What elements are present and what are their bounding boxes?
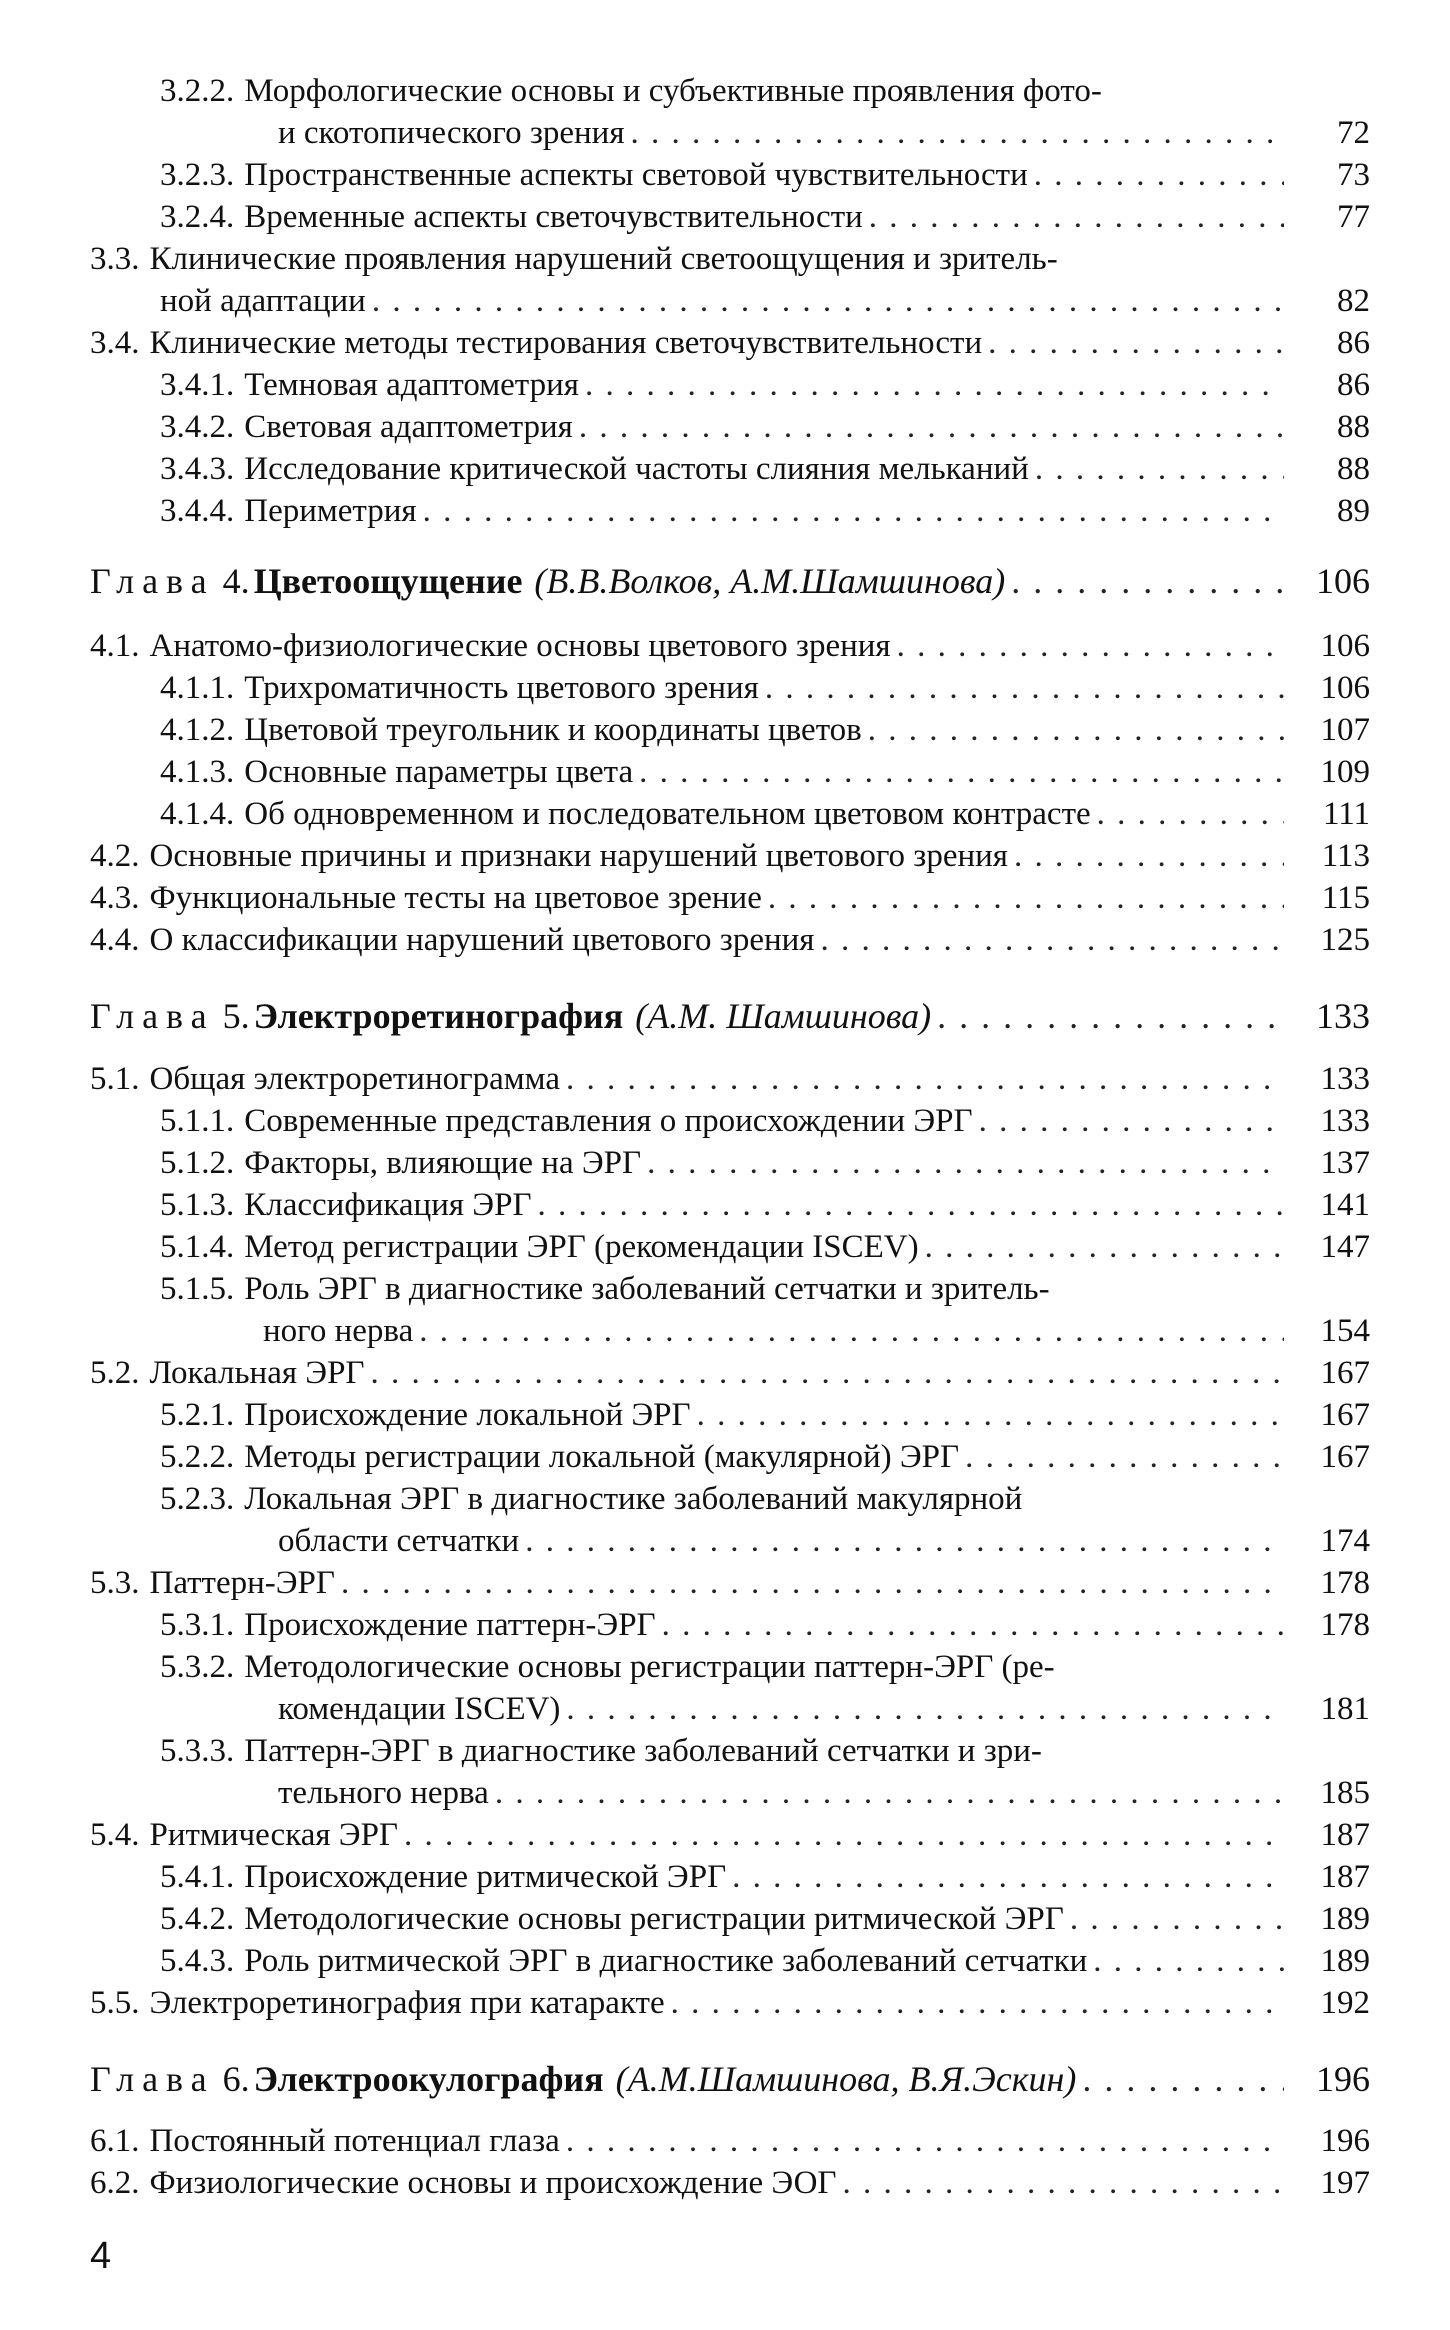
- entry-title: Происхождение ритмической ЭРГ: [244, 1859, 727, 1895]
- entry-number: 5.5.: [90, 1985, 140, 2021]
- entry-title: Клинические методы тестирования светочувствительности: [149, 325, 983, 361]
- toc-entry: [160, 793, 1370, 835]
- chapter-title: Цветоощущение: [253, 561, 523, 601]
- entry-number: 4.1.2.: [160, 712, 235, 748]
- leader-dots: [585, 364, 1284, 406]
- entry-page: 154: [1320, 1313, 1370, 1349]
- entry-number: 3.2.4.: [160, 199, 235, 235]
- entry-number: 4.4.: [90, 922, 140, 958]
- entry-number: 3.4.1.: [160, 367, 235, 403]
- leader-dots: [495, 1772, 1284, 1814]
- entry-number: 5.2.1.: [160, 1397, 235, 1433]
- entry-page: 113: [1321, 838, 1370, 874]
- entry-title: Темновая адаптометрия: [244, 367, 579, 403]
- entry-title: Современные представления о происхождении ЭРГ: [244, 1103, 973, 1139]
- entry-page: 189: [1320, 1901, 1370, 1937]
- toc-entry: [160, 1436, 1370, 1478]
- entry-title: Методологические основы регистрации паттерн-ЭРГ (ре-: [244, 1649, 1055, 1685]
- entry-number: 5.3.: [90, 1565, 140, 1601]
- entry-page: 187: [1320, 1859, 1370, 1895]
- entry-title: Локальная ЭРГ: [149, 1355, 365, 1391]
- entry-page: 109: [1320, 754, 1370, 790]
- toc-entry: [160, 751, 1370, 793]
- entry-page: 107: [1320, 712, 1370, 748]
- toc-entry: [160, 196, 1370, 238]
- entry-number: 5.4.2.: [160, 1901, 235, 1937]
- entry-number: 3.4.3.: [160, 451, 235, 487]
- entry-title: Роль ЭРГ в диагностике заболеваний сетчатки и зритель-: [244, 1271, 1050, 1307]
- leader-dots: [1093, 1940, 1284, 1982]
- toc-entry: [90, 835, 1370, 877]
- entry-page: 167: [1320, 1355, 1370, 1391]
- entry-title: Физиологические основы и происхождение ЭОГ: [149, 2165, 837, 2201]
- leader-dots: [925, 1226, 1284, 1268]
- toc-entry: [160, 1730, 1370, 1772]
- leader-dots: [1035, 448, 1284, 490]
- leader-dots: [965, 1436, 1284, 1478]
- entry-number: 4.1.1.: [160, 670, 235, 706]
- leader-dots: [538, 1184, 1284, 1226]
- toc-entry-continuation: [278, 1520, 1370, 1562]
- entry-title-cont: ного нерва: [263, 1313, 414, 1349]
- toc-entry: [90, 2162, 1370, 2204]
- toc-entry: [160, 1604, 1370, 1646]
- entry-title: Ритмическая ЭРГ: [149, 1817, 399, 1853]
- toc-entry-continuation: [278, 112, 1370, 154]
- entry-title: Световая адаптометрия: [244, 409, 573, 445]
- entry-number: 5.2.: [90, 1355, 140, 1391]
- entry-title-cont: комендации ISCEV): [278, 1691, 561, 1727]
- leader-dots: [404, 1814, 1284, 1856]
- toc-entry: [160, 70, 1370, 112]
- entry-title: Основные параметры цвета: [244, 754, 634, 790]
- leader-dots: [423, 490, 1284, 532]
- chapter-heading: [90, 560, 1370, 602]
- entry-number: 5.3.2.: [160, 1649, 235, 1685]
- leader-dots: [697, 1394, 1284, 1436]
- toc-entry: [160, 1478, 1370, 1520]
- entry-number: 5.4.1.: [160, 1859, 235, 1895]
- entry-title: Паттерн-ЭРГ в диагностике заболеваний сетчатки и зри-: [244, 1733, 1042, 1769]
- toc-entry: [90, 919, 1370, 961]
- toc-entry: [90, 1814, 1370, 1856]
- leader-dots: [868, 709, 1284, 751]
- entry-title: Факторы, влияющие на ЭРГ: [244, 1145, 642, 1181]
- entry-page: 82: [1337, 283, 1370, 319]
- entry-page: 86: [1337, 367, 1370, 403]
- leader-dots: [897, 625, 1284, 667]
- entry-page: 147: [1320, 1229, 1370, 1265]
- entry-page: 72: [1337, 115, 1370, 151]
- leader-dots: [869, 196, 1284, 238]
- entry-number: 5.1.4.: [160, 1229, 235, 1265]
- entry-number: 5.1.1.: [160, 1103, 235, 1139]
- entry-number: 4.1.3.: [160, 754, 235, 790]
- leader-dots: [937, 995, 1284, 1037]
- entry-page: 111: [1322, 796, 1370, 832]
- toc-entry: [160, 1394, 1370, 1436]
- entry-number: 5.3.1.: [160, 1607, 235, 1643]
- toc-entry: [90, 322, 1370, 364]
- toc-entry: [90, 1352, 1370, 1394]
- toc-entry: [160, 406, 1370, 448]
- leader-dots: [566, 1688, 1284, 1730]
- entry-page: 115: [1321, 880, 1370, 916]
- entry-title: Исследование критической частоты слияния мельканий: [244, 451, 1029, 487]
- leader-dots: [1011, 560, 1284, 602]
- entry-title: Функциональные тесты на цветовое зрение: [149, 880, 762, 916]
- entry-number: 5.4.: [90, 1817, 140, 1853]
- entry-number: 3.4.4.: [160, 493, 235, 529]
- chapter-title: Электроретинография: [253, 996, 624, 1036]
- entry-title: Методологические основы регистрации ритмической ЭРГ: [244, 1901, 1064, 1937]
- entry-title: Происхождение паттерн-ЭРГ: [244, 1607, 656, 1643]
- leader-dots: [671, 1982, 1284, 2024]
- entry-title-cont: и скотопического зрения: [278, 115, 625, 151]
- leader-dots: [566, 1058, 1284, 1100]
- entry-number: 5.1.5.: [160, 1271, 235, 1307]
- leader-dots: [631, 112, 1285, 154]
- entry-page: 86: [1337, 325, 1370, 361]
- entry-page: 88: [1337, 451, 1370, 487]
- leader-dots: [732, 1856, 1284, 1898]
- entry-page: 137: [1320, 1145, 1370, 1181]
- toc-entry: [90, 238, 1370, 280]
- entry-title: Паттерн-ЭРГ: [149, 1565, 335, 1601]
- toc-entry: [160, 1268, 1370, 1310]
- chapter-authors: (В.В.Волков, А.М.Шамшинова): [534, 561, 1006, 601]
- toc-entry: [90, 625, 1370, 667]
- chapter-label: Глава: [90, 2059, 215, 2099]
- entry-number: 6.2.: [90, 2165, 140, 2201]
- chapter-label: Глава: [90, 996, 215, 1036]
- toc-entry: [160, 709, 1370, 751]
- entry-number: 3.2.3.: [160, 157, 235, 193]
- toc-entry: [90, 1562, 1370, 1604]
- chapter-number: 4.: [222, 561, 250, 601]
- chapter-authors: (А.М.Шамшинова, В.Я.Эскин): [615, 2059, 1077, 2099]
- entry-page: 89: [1337, 493, 1370, 529]
- entry-number: 5.1.3.: [160, 1187, 235, 1223]
- leader-dots: [525, 1520, 1284, 1562]
- chapter-title: Электроокулография: [253, 2059, 604, 2099]
- toc-entry-continuation: [160, 280, 1370, 322]
- entry-page: 167: [1320, 1397, 1370, 1433]
- toc-entry: [90, 877, 1370, 919]
- entry-page: 77: [1337, 199, 1370, 235]
- entry-page: 187: [1320, 1817, 1370, 1853]
- entry-number: 4.2.: [90, 838, 140, 874]
- entry-page: 106: [1316, 561, 1370, 601]
- entry-title: Роль ритмической ЭРГ в диагностике заболеваний сетчатки: [244, 1943, 1088, 1979]
- toc-entry: [160, 1856, 1370, 1898]
- entry-title: Метод регистрации ЭРГ (рекомендации ISCEV): [244, 1229, 919, 1265]
- leader-dots: [1097, 793, 1284, 835]
- entry-page: 106: [1320, 628, 1370, 664]
- entry-page: 192: [1320, 1985, 1370, 2021]
- entry-page: 167: [1320, 1439, 1370, 1475]
- entry-page: 189: [1320, 1943, 1370, 1979]
- toc-entry: [160, 1898, 1370, 1940]
- toc-entry: [90, 2120, 1370, 2162]
- entry-title: Анатомо-физиологические основы цветового зрения: [149, 628, 891, 664]
- toc-entry-continuation: [263, 1310, 1370, 1352]
- leader-dots: [647, 1142, 1284, 1184]
- leader-dots: [988, 322, 1284, 364]
- entry-page: 174: [1320, 1523, 1370, 1559]
- toc-entry: [160, 1184, 1370, 1226]
- entry-number: 3.2.2.: [160, 73, 235, 109]
- leader-dots: [341, 1562, 1284, 1604]
- entry-title: Классификация ЭРГ: [244, 1187, 532, 1223]
- entry-title: Происхождение локальной ЭРГ: [244, 1397, 691, 1433]
- entry-number: 5.1.: [90, 1061, 140, 1097]
- leader-dots: [662, 1604, 1284, 1646]
- toc-entry: [160, 154, 1370, 196]
- toc-entry-continuation: [278, 1772, 1370, 1814]
- toc-entry: [160, 364, 1370, 406]
- entry-page: 133: [1320, 1061, 1370, 1097]
- entry-page: 196: [1316, 2059, 1370, 2099]
- entry-page: 181: [1320, 1691, 1370, 1727]
- toc-entry: [160, 490, 1370, 532]
- entry-number: 3.4.2.: [160, 409, 235, 445]
- entry-page: 178: [1320, 1565, 1370, 1601]
- chapter-heading: [90, 995, 1370, 1037]
- leader-dots: [566, 2120, 1284, 2162]
- entry-page: 106: [1320, 670, 1370, 706]
- entry-page: 88: [1337, 409, 1370, 445]
- entry-title: Электроретинография при катаракте: [149, 1985, 665, 2021]
- leader-dots: [768, 877, 1284, 919]
- entry-title: Основные причины и признаки нарушений цветового зрения: [149, 838, 1008, 874]
- entry-title: Клинические проявления нарушений светоощущения и зритель-: [149, 241, 1058, 277]
- toc-entry: [160, 1226, 1370, 1268]
- leader-dots: [765, 667, 1284, 709]
- toc-entry: [160, 448, 1370, 490]
- entry-page: 141: [1320, 1187, 1370, 1223]
- entry-number: 5.3.3.: [160, 1733, 235, 1769]
- leader-dots: [372, 280, 1284, 322]
- chapter-number: 5.: [222, 996, 250, 1036]
- leader-dots: [419, 1310, 1284, 1352]
- entry-page: 133: [1316, 996, 1370, 1036]
- entry-page: 133: [1320, 1103, 1370, 1139]
- entry-page: 125: [1320, 922, 1370, 958]
- chapter-heading: [90, 2058, 1370, 2100]
- entry-title: Морфологические основы и субъективные проявления фото-: [244, 73, 1102, 109]
- entry-title: Постоянный потенциал глаза: [149, 2123, 560, 2159]
- chapter-number: 6.: [222, 2059, 250, 2099]
- entry-title-cont: области сетчатки: [278, 1523, 520, 1559]
- chapter-authors: (А.М. Шамшинова): [635, 996, 932, 1036]
- entry-number: 5.1.2.: [160, 1145, 235, 1181]
- entry-number: 3.4.: [90, 325, 140, 361]
- leader-dots: [639, 751, 1284, 793]
- entry-title: Периметрия: [244, 493, 417, 529]
- toc-entry: [160, 1142, 1370, 1184]
- entry-number: 4.1.: [90, 628, 140, 664]
- leader-dots: [579, 406, 1284, 448]
- entry-page: 197: [1320, 2165, 1370, 2201]
- entry-page: 196: [1320, 2123, 1370, 2159]
- toc-entry: [160, 1646, 1370, 1688]
- leader-dots: [843, 2162, 1284, 2204]
- toc-entry: [160, 1940, 1370, 1982]
- entry-title-cont: тельного нерва: [278, 1775, 489, 1811]
- entry-title: Цветовой треугольник и координаты цветов: [244, 712, 862, 748]
- entry-number: 5.2.2.: [160, 1439, 235, 1475]
- entry-number: 4.3.: [90, 880, 140, 916]
- page-number: 4: [90, 2235, 112, 2277]
- toc-entry: [90, 1982, 1370, 2024]
- leader-dots: [1034, 154, 1284, 196]
- leader-dots: [1070, 1898, 1284, 1940]
- entry-number: 4.1.4.: [160, 796, 235, 832]
- entry-title: Локальная ЭРГ в диагностике заболеваний макулярной: [244, 1481, 1023, 1517]
- entry-title: О классификации нарушений цветового зрения: [149, 922, 815, 958]
- toc-entry-continuation: [278, 1688, 1370, 1730]
- entry-number: 3.3.: [90, 241, 140, 277]
- entry-title: Об одновременном и последовательном цветовом контрасте: [244, 796, 1091, 832]
- chapter-label: Глава: [90, 561, 215, 601]
- entry-title: Общая электроретинограмма: [149, 1061, 560, 1097]
- entry-title: Трихроматичность цветового зрения: [244, 670, 759, 706]
- leader-dots: [371, 1352, 1285, 1394]
- entry-page: 178: [1320, 1607, 1370, 1643]
- toc-entry: [160, 667, 1370, 709]
- entry-number: 6.1.: [90, 2123, 140, 2159]
- leader-dots: [820, 919, 1284, 961]
- entry-page: 185: [1320, 1775, 1370, 1811]
- entry-title-cont: ной адаптации: [160, 283, 366, 319]
- leader-dots: [979, 1100, 1284, 1142]
- entry-title: Пространственные аспекты световой чувствительности: [244, 157, 1028, 193]
- leader-dots: [1082, 2058, 1284, 2100]
- entry-number: 5.4.3.: [160, 1943, 235, 1979]
- leader-dots: [1014, 835, 1284, 877]
- toc-entry: [90, 1058, 1370, 1100]
- toc-entry: [160, 1100, 1370, 1142]
- entry-page: 73: [1337, 157, 1370, 193]
- entry-number: 5.2.3.: [160, 1481, 235, 1517]
- entry-title: Методы регистрации локальной (макулярной) ЭРГ: [244, 1439, 960, 1475]
- entry-title: Временные аспекты светочувствительности: [244, 199, 863, 235]
